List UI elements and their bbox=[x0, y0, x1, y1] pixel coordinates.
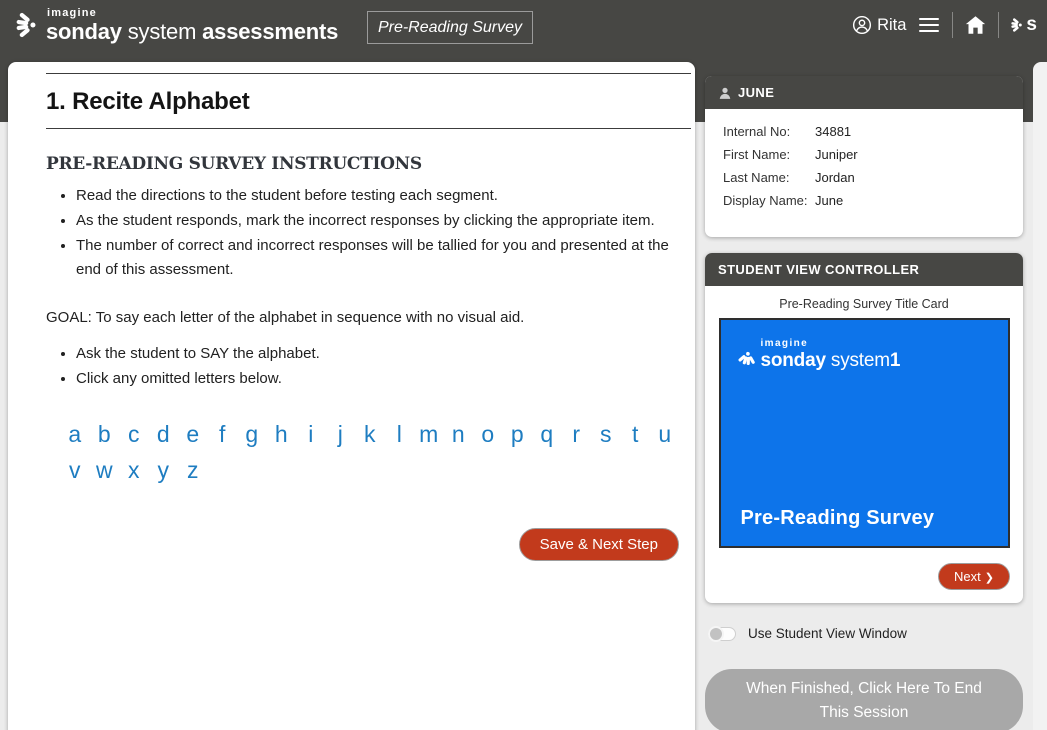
toggle-label: Use Student View Window bbox=[748, 626, 907, 641]
logo-text bbox=[46, 8, 338, 43]
student-view-preview bbox=[719, 318, 1010, 548]
sonday-spark-icon bbox=[733, 347, 760, 371]
alphabet-letter[interactable]: s bbox=[600, 420, 612, 447]
logo-brand-light: system bbox=[121, 19, 203, 44]
next-button[interactable] bbox=[938, 563, 1010, 590]
app-logo[interactable] bbox=[10, 7, 338, 43]
svc-card-body bbox=[705, 297, 1023, 603]
student-info-row bbox=[723, 125, 1007, 139]
task-bullet: • Click any omitted letters below. bbox=[76, 367, 681, 392]
user-menu[interactable] bbox=[852, 15, 906, 35]
student-info-row bbox=[723, 148, 1007, 162]
alphabet-letter[interactable]: t bbox=[632, 420, 639, 447]
alphabet-letter[interactable]: x bbox=[128, 456, 140, 483]
card-brand-number: 1 bbox=[889, 350, 901, 371]
save-next-step-button[interactable]: Save & Next Step bbox=[519, 528, 679, 561]
person-icon bbox=[718, 86, 732, 100]
alphabet-letter[interactable]: n bbox=[451, 420, 465, 447]
alphabet-letter[interactable]: a bbox=[68, 420, 82, 447]
student-info-label: First Name: bbox=[723, 147, 791, 162]
step-title: 1. Recite Alphabet bbox=[46, 88, 250, 115]
save-row bbox=[38, 528, 681, 561]
student-card-body bbox=[705, 109, 1023, 237]
logo-brand-bold2: assessments bbox=[202, 19, 339, 44]
app-header bbox=[0, 0, 1047, 50]
alphabet-letter[interactable]: h bbox=[274, 420, 288, 447]
alphabet-letter[interactable]: e bbox=[186, 420, 200, 447]
card-logo-brand bbox=[761, 350, 901, 371]
student-display-name: JUNE bbox=[738, 85, 775, 100]
sonday-spark-icon bbox=[1008, 15, 1024, 35]
title-rule bbox=[46, 128, 691, 129]
alphabet-letter[interactable]: f bbox=[219, 420, 226, 447]
alphabet-letter[interactable]: r bbox=[572, 420, 581, 447]
student-info-value: Juniper bbox=[815, 147, 858, 162]
student-info-row bbox=[723, 171, 1007, 185]
card-logo bbox=[737, 338, 901, 372]
sonday-spark-icon bbox=[10, 7, 40, 43]
next-row bbox=[705, 563, 1023, 590]
header-divider bbox=[952, 12, 953, 38]
preview-card-title: Pre-Reading Survey bbox=[740, 507, 935, 529]
user-name-label: Rita bbox=[877, 15, 907, 34]
svc-card-header: STUDENT VIEW CONTROLLER bbox=[705, 253, 1023, 286]
header-divider bbox=[998, 12, 999, 38]
logo-brand-label bbox=[46, 19, 338, 44]
card-logo-text bbox=[761, 338, 901, 372]
student-info-value: Jordan bbox=[815, 170, 855, 185]
instruction-bullet: • As the student responds, mark the incorrect responses by clicking the appropriate item. bbox=[76, 209, 681, 234]
alphabet-letter[interactable]: w bbox=[95, 456, 113, 483]
chevron-right-icon: ❯ bbox=[984, 572, 994, 584]
student-info-value: 34881 bbox=[815, 124, 852, 139]
next-button-label: Next bbox=[954, 569, 981, 584]
alphabet-letter[interactable]: b bbox=[97, 420, 111, 447]
alphabet-letter[interactable]: i bbox=[308, 420, 314, 447]
alphabet-letter-grid bbox=[60, 418, 690, 490]
top-rule bbox=[46, 73, 691, 74]
scrollbar-track[interactable] bbox=[1033, 62, 1047, 730]
student-card-header bbox=[705, 76, 1023, 109]
instruction-bullet: • Read the directions to the student before testing each segment. bbox=[76, 184, 681, 209]
sonday-mini-logo[interactable] bbox=[1008, 14, 1037, 36]
student-view-toggle-row bbox=[705, 626, 1023, 641]
sidebar bbox=[705, 76, 1023, 730]
mini-logo-s: s bbox=[1026, 14, 1037, 35]
alphabet-letter[interactable]: j bbox=[337, 420, 343, 447]
current-survey-tab: Pre-Reading Survey bbox=[367, 11, 533, 44]
toggle-knob bbox=[708, 626, 724, 642]
instruction-bullet-list bbox=[38, 184, 681, 283]
student-info-label: Display Name: bbox=[723, 193, 808, 208]
card-brand-light: system bbox=[825, 350, 890, 371]
logo-imagine-label: imagine bbox=[47, 7, 97, 19]
hamburger-icon bbox=[918, 16, 940, 34]
card-brand-bold: sonday bbox=[760, 350, 826, 371]
alphabet-letter[interactable]: g bbox=[245, 420, 259, 447]
instructions-heading: PRE-READING SURVEY INSTRUCTIONS bbox=[46, 154, 422, 174]
alphabet-letter[interactable]: z bbox=[187, 456, 199, 483]
logo-brand-bold1: sonday bbox=[46, 19, 122, 44]
student-info-card bbox=[705, 76, 1023, 237]
instruction-bullet: • The number of correct and incorrect responses will be tallied for you and presented at the end of this assessment. bbox=[76, 234, 681, 284]
student-info-row bbox=[723, 194, 1007, 208]
alphabet-letter[interactable]: o bbox=[481, 420, 495, 447]
goal-text: GOAL: To say each letter of the alphabet in sequence with no visual aid. bbox=[46, 309, 525, 326]
assessment-panel bbox=[8, 62, 695, 730]
alphabet-letter[interactable]: c bbox=[128, 420, 140, 447]
alphabet-letter[interactable]: v bbox=[69, 456, 81, 483]
alphabet-letter[interactable]: k bbox=[364, 420, 376, 447]
header-right-cluster bbox=[852, 0, 1037, 50]
alphabet-letter[interactable]: p bbox=[510, 420, 524, 447]
user-circle-icon bbox=[852, 15, 872, 35]
alphabet-letter[interactable]: q bbox=[540, 420, 554, 447]
home-icon bbox=[965, 15, 986, 35]
student-info-label: Internal No: bbox=[723, 124, 791, 139]
alphabet-letter[interactable]: m bbox=[419, 420, 439, 447]
student-view-controller-card bbox=[705, 253, 1023, 603]
home-button[interactable] bbox=[962, 15, 989, 35]
alphabet-letter[interactable]: y bbox=[157, 456, 169, 483]
card-logo-imagine: imagine bbox=[760, 338, 809, 349]
task-bullet: • Ask the student to SAY the alphabet. bbox=[76, 342, 681, 367]
alphabet-letter[interactable]: u bbox=[658, 420, 672, 447]
student-info-label: Last Name: bbox=[723, 170, 790, 185]
alphabet-letter[interactable]: l bbox=[396, 420, 402, 447]
use-student-view-toggle[interactable] bbox=[708, 627, 736, 641]
student-info-value: June bbox=[815, 193, 844, 208]
title-card-caption: Pre-Reading Survey Title Card bbox=[779, 297, 949, 311]
task-bullet-list bbox=[38, 342, 681, 392]
end-session-button[interactable]: When Finished, Click Here To End This Session bbox=[705, 669, 1023, 730]
menu-button[interactable] bbox=[915, 16, 943, 34]
alphabet-letter[interactable]: d bbox=[156, 420, 170, 447]
